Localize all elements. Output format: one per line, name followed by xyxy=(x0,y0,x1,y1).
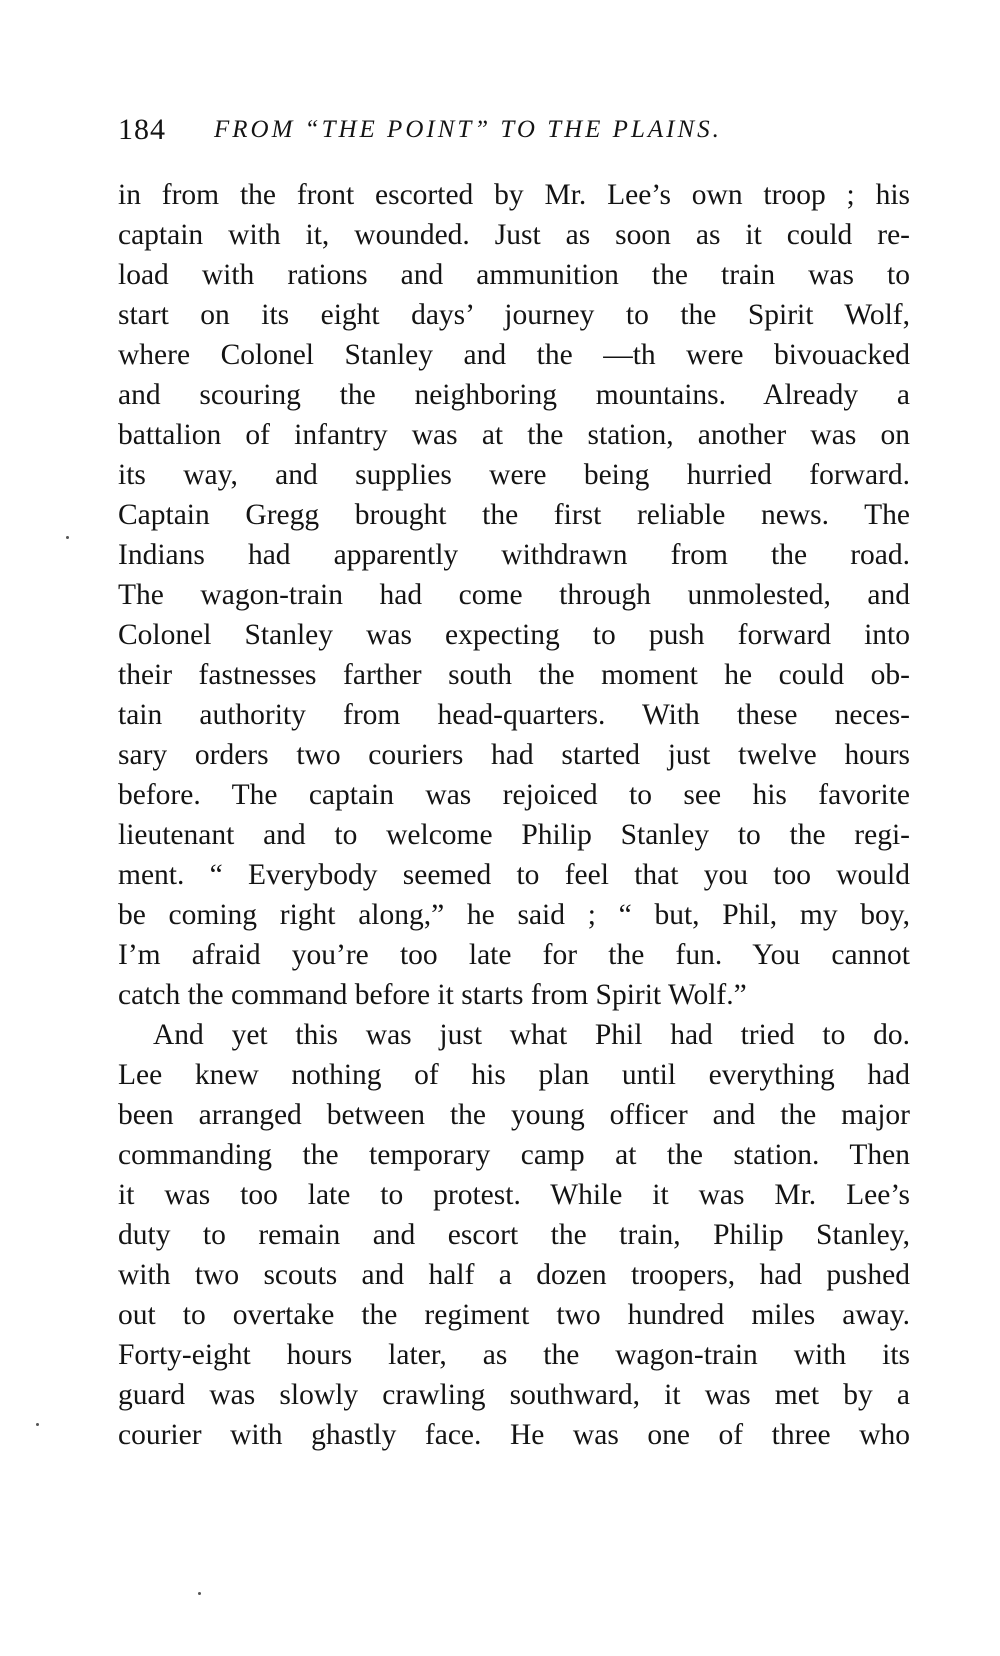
text-line: where Colonel Stanley and the —th were bivouacked xyxy=(118,339,910,371)
text-line: its way, and supplies were being hurried forward. xyxy=(118,459,910,491)
scan-speck xyxy=(198,1592,201,1595)
text-line: Colonel Stanley was expecting to push forward into xyxy=(118,619,910,651)
running-head xyxy=(118,108,918,152)
text-line: commanding the temporary camp at the station. Then xyxy=(118,1139,910,1171)
text-line: start on its eight days’ journey to the Spirit Wolf, xyxy=(118,299,910,331)
text-line: before. The captain was rejoiced to see his favorite xyxy=(118,779,910,811)
text-line: out to overtake the regiment two hundred miles away. xyxy=(118,1299,910,1331)
text-line: with two scouts and half a dozen troopers, had pushed xyxy=(118,1259,910,1291)
text-line: ment. “ Everybody seemed to feel that you too would xyxy=(118,859,910,891)
text-line: duty to remain and escort the train, Philip Stanley, xyxy=(118,1219,910,1251)
text-line: it was too late to protest. While it was Mr. Lee’s xyxy=(118,1179,910,1211)
text-line: be coming right along,” he said ; “ but, Phil, my boy, xyxy=(118,899,910,931)
text-line: I’m afraid you’re too late for the fun. You cannot xyxy=(118,939,910,971)
scan-speck xyxy=(66,536,69,539)
text-line: and scouring the neighboring mountains. Already a xyxy=(118,379,910,411)
text-line: Lee knew nothing of his plan until everything had xyxy=(118,1059,910,1091)
running-title: FROM “THE POINT” TO THE PLAINS. xyxy=(214,116,722,143)
text-line: Captain Gregg brought the first reliable news. The xyxy=(118,499,910,531)
page-number: 184 xyxy=(118,113,166,146)
text-line: lieutenant and to welcome Philip Stanley to the regi- xyxy=(118,819,910,851)
text-line: sary orders two couriers had started just twelve hours xyxy=(118,739,910,771)
text-line: The wagon-train had come through unmolested, and xyxy=(118,579,910,611)
text-line: tain authority from head-quarters. With these neces- xyxy=(118,699,910,731)
scan-speck xyxy=(36,1423,39,1426)
text-line: Forty-eight hours later, as the wagon-train with its xyxy=(118,1339,910,1371)
text-line: battalion of infantry was at the station, another was on xyxy=(118,419,910,451)
paragraph xyxy=(118,175,910,1015)
text-line: catch the command before it starts from Spirit Wolf.” xyxy=(118,979,747,1011)
text-line: guard was slowly crawling southward, it was met by a xyxy=(118,1379,910,1411)
body-text xyxy=(118,175,910,1455)
text-line: been arranged between the young officer and the major xyxy=(118,1099,910,1131)
text-line: Indians had apparently withdrawn from the road. xyxy=(118,539,910,571)
text-line: their fastnesses farther south the moment he could ob- xyxy=(118,659,910,691)
paragraph xyxy=(118,1015,910,1455)
text-line: And yet this was just what Phil had tried to do. xyxy=(153,1019,910,1051)
text-line: courier with ghastly face. He was one of three who xyxy=(118,1419,910,1451)
text-line: captain with it, wounded. Just as soon as it could re- xyxy=(118,219,910,251)
text-line: load with rations and ammunition the train was to xyxy=(118,259,910,291)
text-line: in from the front escorted by Mr. Lee’s own troop ; his xyxy=(118,179,910,211)
